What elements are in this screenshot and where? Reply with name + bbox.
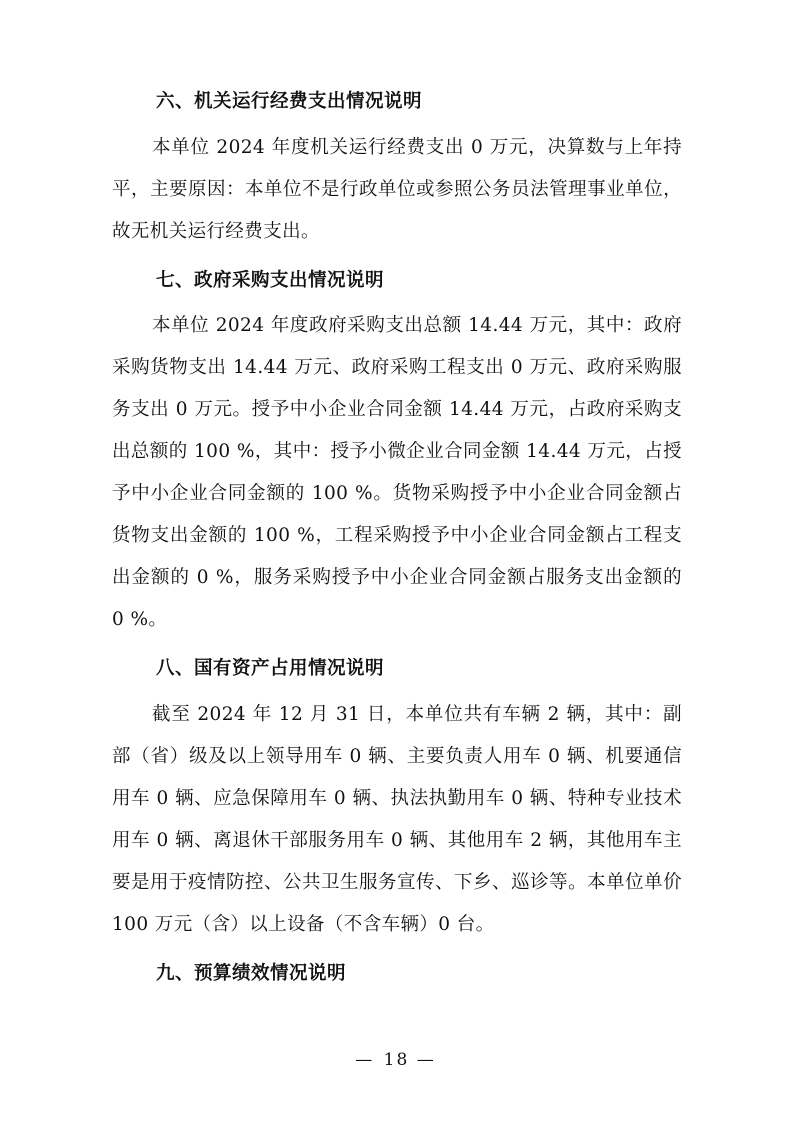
section-seven-paragraph-1: 本单位 2024 年度政府采购支出总额 14.44 万元，其中：政府采购货物支出 14.44 万元、政府采购工程支出 0 万元、政府采购服务支出 0 万元。授予中小企业合同金额 14.44 万元，占政府采购支出总额的 100 %，其中：授予小微企业合同金额 14.44 万元，占授予中小企业合同金额的 100 %。货物采购授予中小企业合同金额占货物支出金额的 100 %，工程采购授予中小企业合同金额占工程支出金额的 0 %，服务采购授予中小企业合同金额占服务支出金额的 0 %。 (112, 315, 682, 631)
section-heading-nine: 九、预算绩效情况说明 (156, 963, 347, 985)
section-heading-six: 六、机关运行经费支出情况说明 (156, 91, 423, 112)
section-six-paragraph-1: 本单位 2024 年度机关运行经费支出 0 万元，决算数与上年持平，主要原因：本单位不是行政单位或参照公务员法管理事业单位，故无机关运行经费支出。 (112, 136, 682, 242)
section-heading-eight: 八、国有资产占用情况说明 (156, 658, 385, 680)
spacer (112, 253, 682, 267)
spacer (112, 684, 682, 694)
spacer (112, 946, 682, 960)
section-heading-seven: 七、政府采购支出情况说明 (156, 269, 385, 291)
document-body (112, 88, 682, 989)
spacer (112, 641, 682, 655)
footer-dash-right: — (416, 1050, 438, 1070)
page-footer (0, 1050, 793, 1070)
footer-dash-left: — (355, 1050, 377, 1070)
spacer (112, 117, 682, 127)
section-eight-paragraph-1: 截至 2024 年 12 月 31 日，本单位共有车辆 2 辆，其中：副部（省）级及以上领导用车 0 辆、主要负责人用车 0 辆、机要通信用车 0 辆、应急保障用车 0 辆、执法执勤用车 0 辆、特种专业技术用车 0 辆、离退休干部服务用车 0 辆、其他用车 2 辆，其他用车主要是用于疫情防控、公共卫生服务宣传、下乡、巡诊等。本单位单价 100 万元（含）以上设备（不含车辆）0 台。 (112, 704, 682, 936)
spacer (112, 295, 682, 305)
page-number: 18 (383, 1050, 410, 1070)
